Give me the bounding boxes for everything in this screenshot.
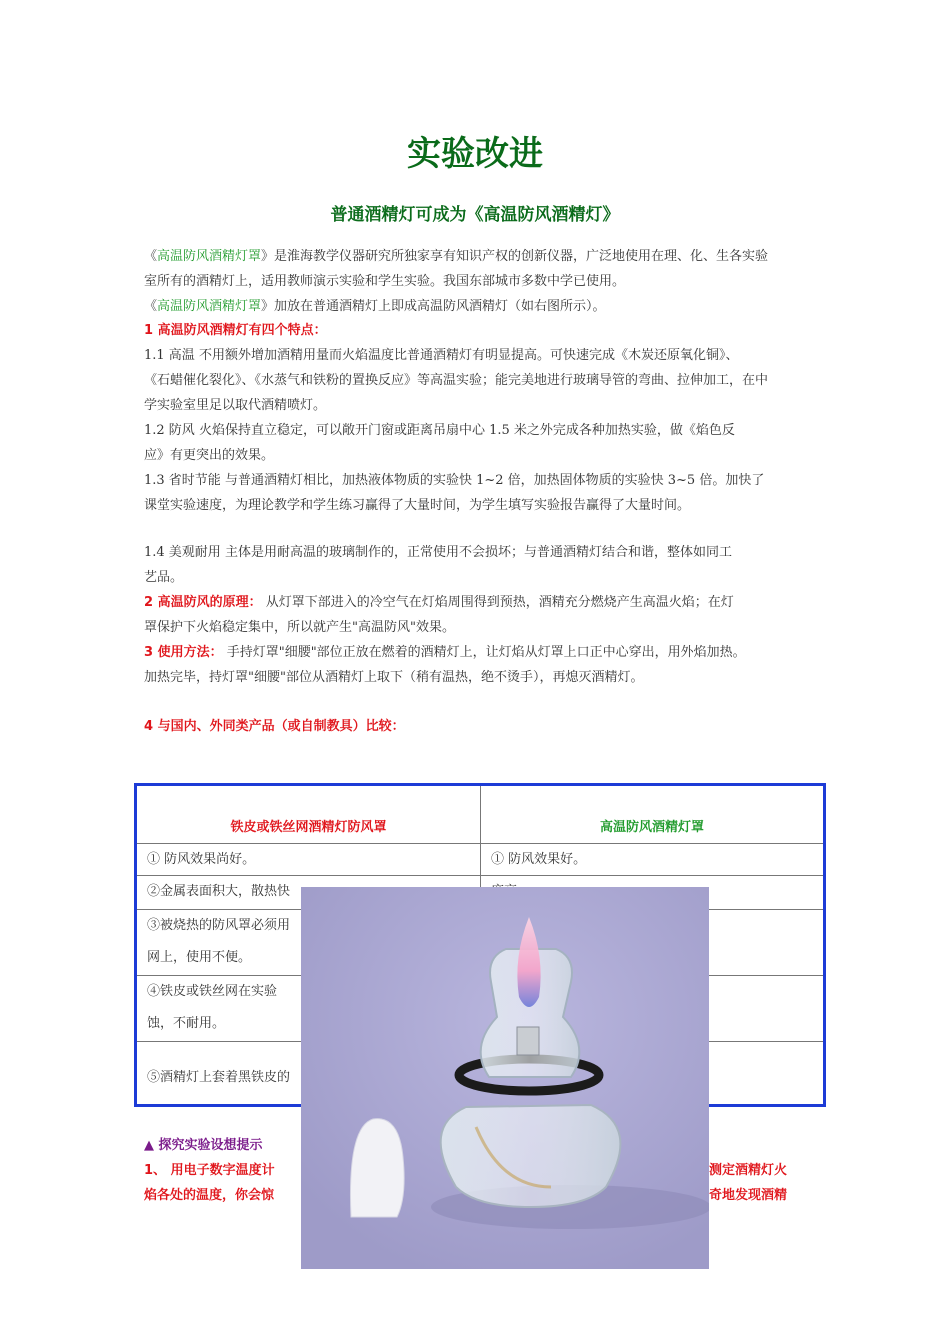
table-header-row (137, 786, 823, 844)
section-principle (144, 590, 812, 640)
table-header-left: 铁皮或铁丝网酒精灯防风罩 (137, 786, 481, 843)
feature-text: 《石蜡催化裂化》、《水蒸气和铁粉的置换反应》等高温实验；能完美地进行玻璃导管的弯曲、拉伸加工，在中 (144, 373, 769, 388)
feature-text: 艺品。 (144, 570, 184, 585)
table-cell: ④铁皮或铁丝网在实验 蚀，不耐用。 (137, 976, 481, 1041)
intro-line-3: 《高温防风酒精灯罩》加放在普通酒精灯上即成高温防风酒精灯（如右图所示）。 (144, 299, 606, 314)
intro-line-1: 《高温防风酒精灯罩》是淮海教学仪器研究所独家享有知识产权的创新仪器，广泛地使用在理、化、生各实验 (144, 249, 769, 264)
section-features (144, 318, 812, 518)
intro-paragraph (144, 244, 812, 319)
section-comparison (144, 714, 812, 739)
section-usage (144, 640, 812, 690)
intro-line-2: 室所有的酒精灯上，适用教师演示实验和学生实验。我国东部城市多数中学已使用。 (144, 274, 626, 289)
principle-text: 从灯罩下部进入的冷空气在灯焰周围得到预热，酒精充分燃烧产生高温火焰；在灯 (261, 595, 734, 610)
explore-text-right: 测定酒精灯火 奇地发现酒精 (709, 1163, 788, 1203)
section-heading: 1 高温防风酒精灯有四个特点： (144, 323, 327, 338)
feature-text: 1.4 美观耐用 主体是用耐高温的玻璃制作的，正常使用不会损坏；与普通酒精灯结合和谐，整体如同工 (144, 545, 732, 560)
table-row (137, 844, 823, 876)
feature-text: 1.3 省时节能 与普通酒精灯相比，加热液体物质的实验快 1~2 倍，加热固体物质的实验快 3~5 倍。加快了 (144, 473, 765, 488)
lamp-photo (301, 887, 709, 1269)
table-cell: ③被烧热的防风罩必须用 网上，使用不便。 (137, 910, 481, 975)
table-cell: ① 防风效果好。 (491, 852, 587, 867)
feature-text: 1.2 防风 火焰保持直立稳定，可以敞开门窗或距离吊扇中心 1.5 米之外完成各种加热实验，做《焰色反 (144, 423, 735, 438)
table-cell: ②金属表面积大，散热快 (137, 876, 481, 909)
feature-text: 学实验室里足以取代酒精喷灯。 (144, 398, 327, 413)
principle-text: 罩保护下火焰稳定集中，所以就产生"高温防风"效果。 (144, 620, 455, 635)
alcohol-lamp-illustration (301, 887, 709, 1269)
feature-text: 应》有更突出的效果。 (144, 448, 275, 463)
table-cell: ⑤酒精灯上套着黑铁皮的 (137, 1042, 481, 1104)
feature-text: 1.1 高温 不用额外增加酒精用量而火焰温度比普通酒精灯有明显提高。可快速完成《木炭还原氧化铜》、 (144, 348, 739, 363)
explore-text-left: 1、 用电子数字温度计 焰各处的温度，你会惊 (144, 1163, 275, 1203)
section-heading: 3 使用方法： (144, 645, 223, 660)
product-name: 高温防风酒精灯罩 (157, 249, 262, 264)
section-heading: 2 高温防风的原理： (144, 595, 262, 610)
section-heading: 4 与国内、外同类产品（或自制教具）比较： (144, 719, 405, 734)
page-title: 实验改进 (407, 134, 543, 174)
feature-text: 课堂实验速度，为理论教学和学生练习赢得了大量时间，为学生填写实验报告赢得了大量时间。 (144, 498, 691, 513)
usage-text: 加热完毕，持灯罩"细腰"部位从酒精灯上取下（稍有温热，绝不烫手），再熄灭酒精灯。 (144, 670, 644, 685)
page-subtitle: 普通酒精灯可成为《高温防风酒精灯》 (330, 205, 620, 225)
feature-4 (144, 540, 812, 590)
table-cell: ① 防风效果尚好。 (137, 844, 481, 875)
product-name: 高温防风酒精灯罩 (157, 299, 262, 314)
explore-heading: ▲ 探究实验设想提示 (144, 1138, 263, 1153)
usage-text: 手持灯罩"细腰"部位正放在燃着的酒精灯上，让灯焰从灯罩上口正中心穿出，用外焰加热。 (222, 645, 746, 660)
table-header-right: 高温防风酒精灯罩 (599, 820, 704, 835)
